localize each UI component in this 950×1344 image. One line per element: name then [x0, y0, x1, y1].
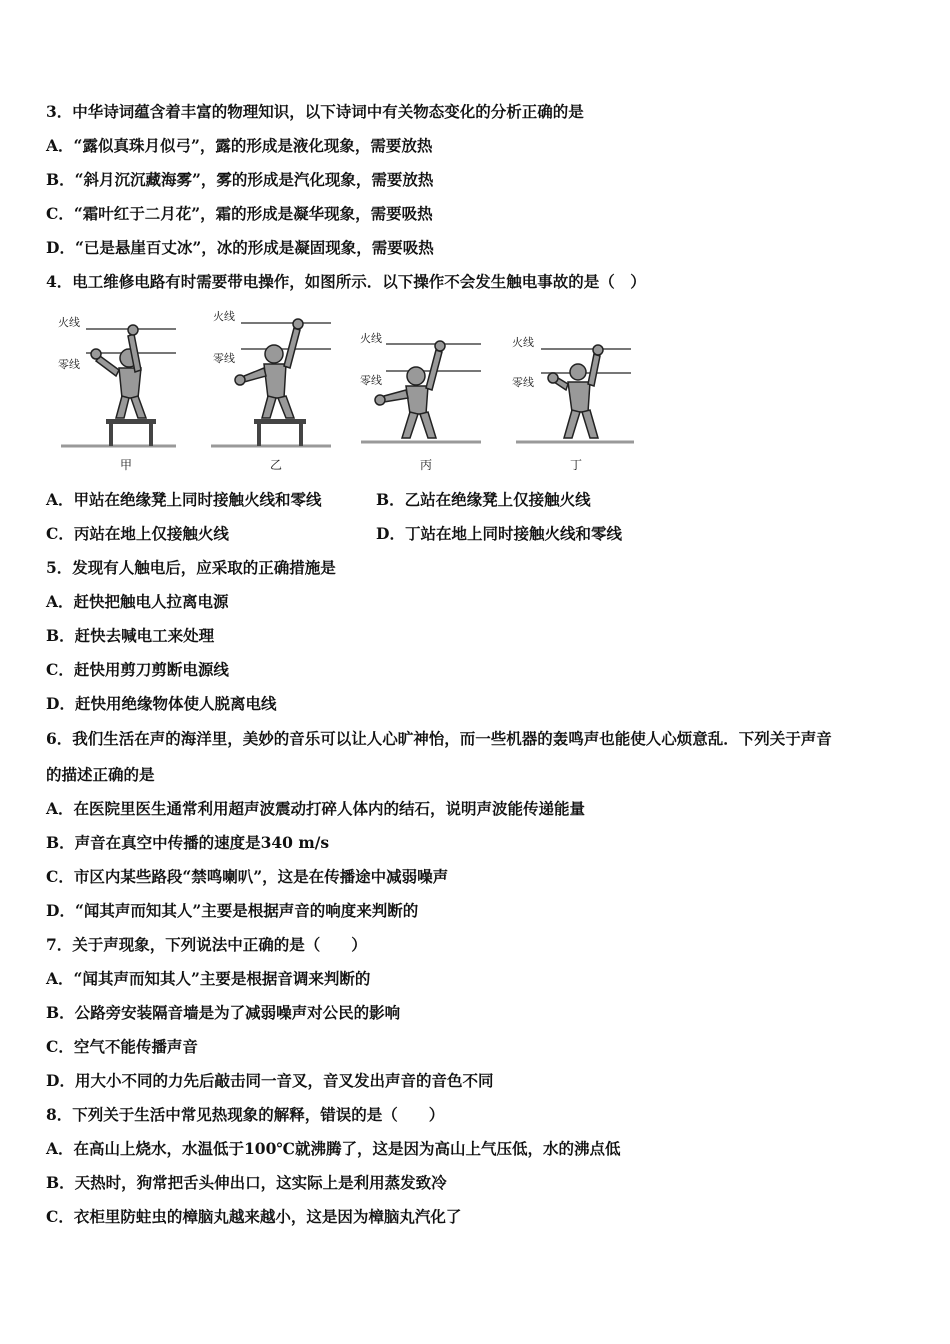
q6-option-a[interactable]: A．在医院里医生通常利用超声波震动打碎人体内的结石，说明声波能传递能量	[46, 799, 586, 818]
neutral-wire-label: 零线	[58, 358, 80, 371]
q4-option-c[interactable]: C．丙站在地上仅接触火线	[46, 524, 229, 543]
neutral-wire-label: 零线	[512, 376, 534, 389]
caption-yi: 乙	[269, 458, 282, 472]
q8-option-a[interactable]: A．在高山上烧水，水温低于100℃就沸腾了，这是因为高山上气压低，水的沸点低	[46, 1139, 621, 1158]
q8-option-c[interactable]: C．衣柜里防蛀虫的樟脑丸越来越小，这是因为樟脑丸汽化了	[46, 1207, 462, 1226]
q8-option-b[interactable]: B．天热时，狗常把舌头伸出口，这实际上是利用蒸发致冷	[46, 1173, 447, 1192]
q3-option-c[interactable]: C．“霜叶红于二月花”，霜的形成是凝华现象，需要吸热	[46, 204, 433, 223]
neutral-wire-label: 零线	[360, 374, 382, 387]
q4-option-a[interactable]: A．甲站在绝缘凳上同时接触火线和零线	[46, 490, 322, 509]
q5-option-d[interactable]: D．赶快用绝缘物体使人脱离电线	[46, 694, 277, 713]
q5-option-c[interactable]: C．赶快用剪刀剪断电源线	[46, 660, 229, 679]
figure-ding	[506, 306, 646, 476]
q6-stem-line1: 6．我们生活在声的海洋里，美妙的音乐可以让人心旷神怡，而一些机器的轰鸣声也能使人心烦意乱．下列关于声音	[46, 729, 832, 748]
caption-ding: 丁	[569, 458, 582, 472]
q7-option-a[interactable]: A．“闻其声而知其人”主要是根据音调来判断的	[46, 969, 371, 988]
q4-figure	[56, 306, 646, 476]
q6-option-c[interactable]: C．市区内某些路段“禁鸣喇叭”，这是在传播途中减弱噪声	[46, 867, 449, 886]
q4-option-d[interactable]: D．丁站在地上同时接触火线和零线	[376, 524, 622, 543]
q3-option-b[interactable]: B．“斜月沉沉藏海雾”，雾的形成是汽化现象，需要放热	[46, 170, 434, 189]
neutral-wire-label: 零线	[213, 352, 235, 365]
q6-stem-line2: 的描述正确的是	[46, 765, 155, 784]
q4-stem: 4．电工维修电路有时需要带电操作，如图所示．以下操作不会发生触电事故的是（ ）	[46, 272, 646, 291]
q7-option-c[interactable]: C．空气不能传播声音	[46, 1037, 198, 1056]
q3-option-d[interactable]: D．“已是悬崖百丈冰”，冰的形成是凝固现象，需要吸热	[46, 238, 434, 257]
live-wire-label: 火线	[58, 316, 80, 329]
live-wire-label: 火线	[360, 332, 382, 345]
live-wire-label: 火线	[213, 310, 235, 323]
q7-option-b[interactable]: B．公路旁安装隔音墙是为了减弱噪声对公民的影响	[46, 1003, 401, 1022]
q3-stem: 3．中华诗词蕴含着丰富的物理知识，以下诗词中有关物态变化的分析正确的是	[46, 102, 584, 121]
q3-option-a[interactable]: A．“露似真珠月似弓”，露的形成是液化现象，需要放热	[46, 136, 433, 155]
q6-option-d[interactable]: D．“闻其声而知其人”主要是根据声音的响度来判断的	[46, 901, 419, 920]
q7-stem: 7．关于声现象，下列说法中正确的是（ ）	[46, 935, 367, 954]
q7-option-d[interactable]: D．用大小不同的力先后敲击同一音叉，音叉发出声音的音色不同	[46, 1071, 494, 1090]
q8-stem: 8．下列关于生活中常见热现象的解释，错误的是（ ）	[46, 1105, 445, 1124]
q6-option-b[interactable]: B．声音在真空中传播的速度是340 m/s	[46, 833, 330, 852]
figure-yi-drawing	[206, 306, 346, 456]
caption-jia: 甲	[119, 458, 132, 472]
q5-option-a[interactable]: A．赶快把触电人拉离电源	[46, 592, 229, 611]
figure-bing	[356, 306, 496, 476]
figure-yi	[206, 306, 346, 476]
q5-stem: 5．发现有人触电后，应采取的正确措施是	[46, 558, 336, 577]
q4-option-b[interactable]: B．乙站在绝缘凳上仅接触火线	[376, 490, 591, 509]
live-wire-label: 火线	[512, 336, 534, 349]
figure-jia	[56, 306, 196, 476]
q5-option-b[interactable]: B．赶快去喊电工来处理	[46, 626, 215, 645]
caption-bing: 丙	[419, 458, 432, 472]
